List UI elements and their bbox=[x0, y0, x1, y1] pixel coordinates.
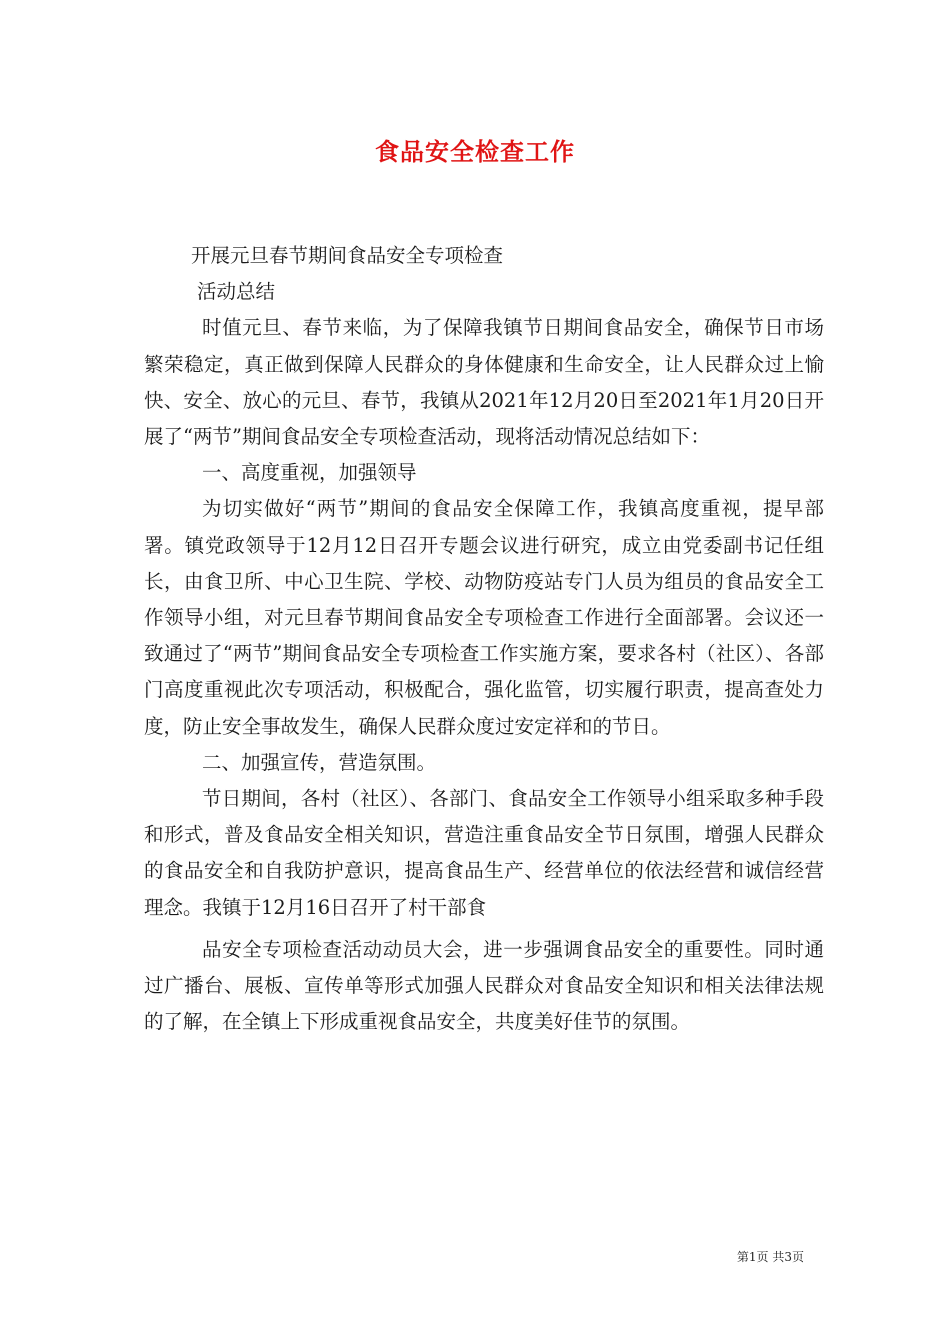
section-2-paragraph-continued: 品安全专项检查活动动员大会，进一步强调食品安全的重要性。同时通过广播台、展板、宣传单等形式加强人民群众对食品安全知识和相关法律法规的了解，在全镇上下形成重视食品安全，共度美好佳节的氛围。 bbox=[144, 937, 824, 1034]
subtitle-line-2: 活动总结 bbox=[197, 280, 276, 304]
section-1-paragraph: 为切实做好“两节”期间的食品安全保障工作，我镇高度重视，提早部署。镇党政领导于12月12日召开专题会议进行研究，成立由党委副书记任组长，由食卫所、中心卫生院、学校、动物防疫站专门人员为组员的食品安全工作领导小组，对元旦春节期间食品安全专项检查工作进行全面部署。会议还一致通过了“两节”期间食品安全专项检查工作实施方案，要求各村（社区）、各部门高度重视此次专项活动，积极配合，强化监管，切实履行职责，提高查处力度，防止安全事故发生，确保人民群众度过安定祥和的节日。 bbox=[144, 497, 824, 738]
document-body bbox=[144, 238, 824, 1040]
intro-paragraph: 时值元旦、春节来临，为了保障我镇节日期间食品安全，确保节日市场繁荣稳定，真正做到保障人民群众的身体健康和生命安全，让人民群众过上愉快、安全、放心的元旦、春节，我镇从2021年12月20日至2021年1月20日开展了“两节”期间食品安全专项检查活动，现将活动情况总结如下： bbox=[144, 316, 824, 449]
page-number: 第1页 共3页 bbox=[736, 1250, 804, 1264]
document-title: 食品安全检查工作 bbox=[375, 137, 575, 166]
section-heading-1: 一、高度重视，加强领导 bbox=[202, 461, 417, 485]
section-heading-2: 二、加强宣传，营造氛围。 bbox=[202, 750, 437, 774]
section-2-paragraph: 节日期间，各村（社区）、各部门、食品安全工作领导小组采取多种手段和形式，普及食品安全相关知识，营造注重食品安全节日氛围，增强人民群众的食品安全和自我防护意识，提高食品生产、经营单位的依法经营和诚信经营理念。我镇于12月16日召开了村干部食 bbox=[144, 787, 824, 919]
subtitle-line-1: 开展元旦春节期间食品安全专项检查 bbox=[191, 244, 504, 267]
